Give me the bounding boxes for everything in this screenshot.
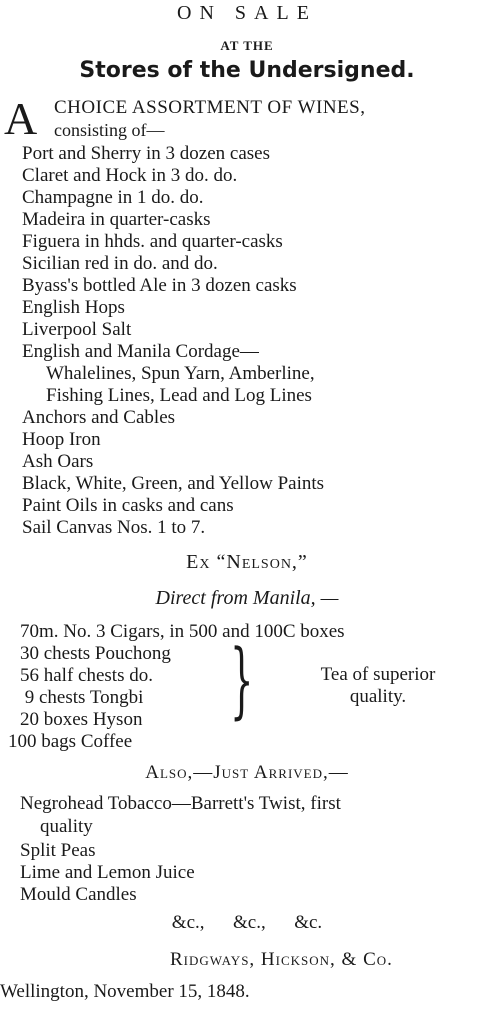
item-hops: English Hops: [22, 297, 125, 318]
item-whalelines: Whalelines, Spun Yarn, Amberline,: [46, 363, 315, 384]
curly-brace-icon: }: [230, 633, 254, 728]
tea-note-line-1: Tea of superior: [320, 664, 436, 685]
etc-line: &c., &c., &c.: [171, 912, 323, 933]
item-candles: Mould Candles: [20, 884, 137, 905]
on-sale-heading: ON SALE: [177, 2, 317, 24]
item-coffee: 100 bags Coffee: [8, 731, 133, 752]
item-madeira: Madeira in quarter-casks: [22, 209, 211, 230]
item-fishing-lines: Fishing Lines, Lead and Log Lines: [46, 385, 312, 406]
item-anchors: Anchors and Cables: [22, 407, 176, 428]
drop-cap: A: [4, 93, 38, 144]
intro-line-1: CHOICE ASSORTMENT OF WINES,: [54, 97, 366, 118]
item-split-peas: Split Peas: [20, 840, 96, 861]
item-champagne: Champagne in 1 do. do.: [22, 187, 204, 208]
item-paints: Black, White, Green, and Yellow Paints: [22, 473, 325, 494]
signature: Ridgways, Hickson, & Co.: [170, 949, 393, 970]
item-salt: Liverpool Salt: [22, 319, 132, 340]
item-negrohead: Negrohead Tobacco—Barrett's Twist, first: [20, 793, 341, 814]
item-hoop-iron: Hoop Iron: [22, 429, 101, 450]
item-byass-ale: Byass's bottled Ale in 3 dozen casks: [22, 275, 297, 296]
at-the-line: AT THE: [220, 38, 274, 53]
item-cigars: 70m. No. 3 Cigars, in 500 and 100C boxes: [20, 621, 345, 642]
item-port-sherry: Port and Sherry in 3 dozen cases: [22, 143, 270, 164]
item-pouchong: 30 chests Pouchong: [20, 643, 171, 664]
item-sicilian: Sicilian red in do. and do.: [22, 253, 218, 274]
item-half-chests: 56 half chests do.: [20, 665, 153, 686]
item-hyson: 20 boxes Hyson: [20, 709, 143, 730]
direct-from-manila: Direct from Manila, —: [155, 587, 339, 609]
item-figuera: Figuera in hhds. and quarter-casks: [22, 231, 283, 252]
item-paint-oils: Paint Oils in casks and cans: [22, 495, 234, 516]
item-ash-oars: Ash Oars: [22, 451, 94, 472]
item-quality: quality: [40, 816, 93, 837]
item-tongbi: 9 chests Tongbi: [20, 687, 144, 708]
also-arrived-heading: Also,—Just Arrived,—: [145, 762, 349, 783]
item-lime-juice: Lime and Lemon Juice: [20, 862, 195, 883]
tea-note-line-2: quality.: [349, 686, 407, 707]
item-claret-hock: Claret and Hock in 3 do. do.: [22, 165, 238, 186]
dateline: Wellington, November 15, 1848.: [0, 981, 250, 1002]
intro-line-2: consisting of—: [54, 120, 165, 140]
ex-nelson-heading: Ex “Nelson,”: [186, 551, 308, 573]
tea-note: [268, 664, 488, 708]
item-cordage: English and Manila Cordage—: [22, 341, 259, 362]
stores-heading: Stores of the Undersigned.: [79, 58, 415, 83]
item-sail-canvas: Sail Canvas Nos. 1 to 7.: [22, 517, 206, 538]
